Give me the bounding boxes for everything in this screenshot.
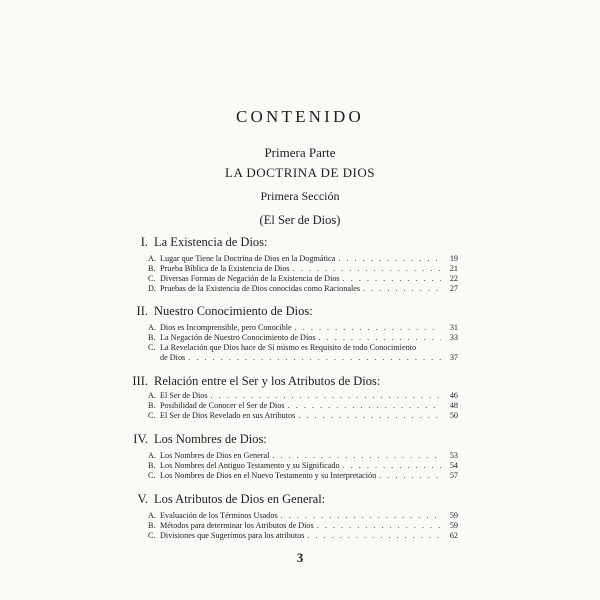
entry-letter: B. [148,461,156,470]
chapter-numeral: IV. [133,432,148,446]
entry-page: 22 [449,274,458,283]
chapter-items [148,451,458,481]
toc-entry [148,411,458,421]
chapter-numeral: III. [132,374,148,388]
entry-page: 62 [449,531,458,540]
section-subtitle: (El Ser de Dios) [259,213,341,227]
entry-page: 19 [449,254,458,263]
chapter-heading [128,374,380,389]
entry-letter: A. [148,323,156,332]
dot-leader [295,323,441,333]
toc-entry [148,284,458,294]
entry-text: Diversas Formas de Negación de la Existencia de Dios [160,274,340,283]
toc-entry-continuation [148,353,458,363]
dot-leader [307,531,441,541]
dot-leader [288,401,441,411]
dot-leader [317,521,441,531]
page-title: CONTENIDO [236,107,364,126]
toc-entry [148,264,458,274]
chapter-title: Los Nombres de Dios: [154,432,267,446]
entry-page: 59 [449,511,458,520]
entry-text: de Dios [160,353,186,362]
dot-leader [338,254,441,264]
chapter-numeral: I. [140,235,148,249]
chapter-items [148,511,458,541]
entry-page: 59 [449,521,458,530]
page-number: 3 [296,550,304,565]
dot-leader [211,391,441,401]
entry-letter: C. [148,471,156,480]
chapter-items [148,323,458,363]
entry-text: El Ser de Dios [160,391,208,400]
chapter-title: Nuestro Conocimiento de Dios: [154,304,313,318]
toc-entry [148,343,458,353]
entry-text: Prueba Bíblica de la Existencia de Dios [160,264,290,273]
entry-letter: A. [148,511,156,520]
chapter-heading [128,304,313,319]
entry-text: Divisiones que Sugerimos para los atributos [160,531,305,540]
entry-letter: B. [148,333,156,342]
part-heading: Primera Parte [264,145,336,160]
chapter-title: Los Atributos de Dios en General: [154,492,326,506]
chapter-title: Relación entre el Ser y los Atributos de Dios: [154,374,381,388]
chapter-heading [128,235,268,250]
entry-page: 31 [449,323,458,332]
toc-entry [148,254,458,264]
entry-text: El Ser de Dios Revelado en sus Atributos [160,411,296,420]
entry-letter: B. [148,521,156,530]
toc-entry [148,451,458,461]
entry-letter: D. [148,284,156,293]
entry-page: 27 [449,284,458,293]
entry-letter: A. [148,254,156,263]
toc-entry [148,511,458,521]
entry-text: Métodos para determinar los Atributos de Dios [160,521,314,530]
entry-page: 37 [449,353,458,362]
entry-text: Posibilidad de Conocer el Ser de Dios [160,401,285,410]
toc-entry [148,274,458,284]
entry-page: 53 [449,451,458,460]
entry-letter: C. [148,531,156,540]
entry-text: Los Nombres del Antiguo Testamento y su Significado [160,461,340,470]
entry-text: La Negación de Nuestro Conocimiento de Dios [160,333,316,342]
section-heading: Primera Sección [260,189,340,203]
entry-letter: C. [148,343,156,352]
entry-text: Dios es Incomprensible, pero Conocible [160,323,292,332]
dot-leader [281,511,441,521]
entry-page: 54 [449,461,458,470]
entry-text: Evaluación de los Términos Usados [160,511,278,520]
entry-letter: C. [148,274,156,283]
toc-entry [148,391,458,401]
dot-leader [319,333,441,343]
toc-entry [148,461,458,471]
entry-page: 21 [449,264,458,273]
chapter-items [148,254,458,294]
chapter-heading [128,492,325,507]
dot-leader [188,353,441,363]
entry-page: 50 [449,411,458,420]
entry-text: La Revelación que Dios hace de Sí mismo es Requisito de todo Conocimiento [160,343,417,352]
entry-letter: A. [148,391,156,400]
chapter-heading [128,432,267,447]
chapter-numeral: II. [136,304,148,318]
entry-page: 46 [449,391,458,400]
chapter-numeral: V. [137,492,148,506]
chapter-title: La Existencia de Dios: [154,235,268,249]
entry-letter: B. [148,401,156,410]
toc-entry [148,531,458,541]
entry-page: 57 [449,471,458,480]
entry-page: 33 [449,333,458,342]
dot-leader [343,274,441,284]
entry-letter: B. [148,264,156,273]
toc-entry [148,323,458,333]
dot-leader [363,284,441,294]
toc-entry [148,521,458,531]
entry-text: Pruebas de la Existencia de Dios conocidas como Racionales [160,284,361,293]
chapter-items [148,391,458,421]
doctrine-heading: LA DOCTRINA DE DIOS [225,165,375,180]
dot-leader [272,451,441,461]
toc-entry [148,401,458,411]
entry-text: Los Nombres de Dios en General [160,451,270,460]
toc-entry [148,333,458,343]
entry-text: Los Nombres de Dios en el Nuevo Testamento y su Interpretación [160,471,377,480]
entry-letter: C. [148,411,156,420]
toc-entry [148,471,458,481]
dot-leader [343,461,441,471]
entry-page: 48 [449,401,458,410]
dot-leader [379,471,441,481]
dot-leader [298,411,441,421]
dot-leader [293,264,441,274]
entry-letter: A. [148,451,156,460]
entry-text: Lugar que Tiene la Doctrina de Dios en la Dogmática [160,254,336,263]
